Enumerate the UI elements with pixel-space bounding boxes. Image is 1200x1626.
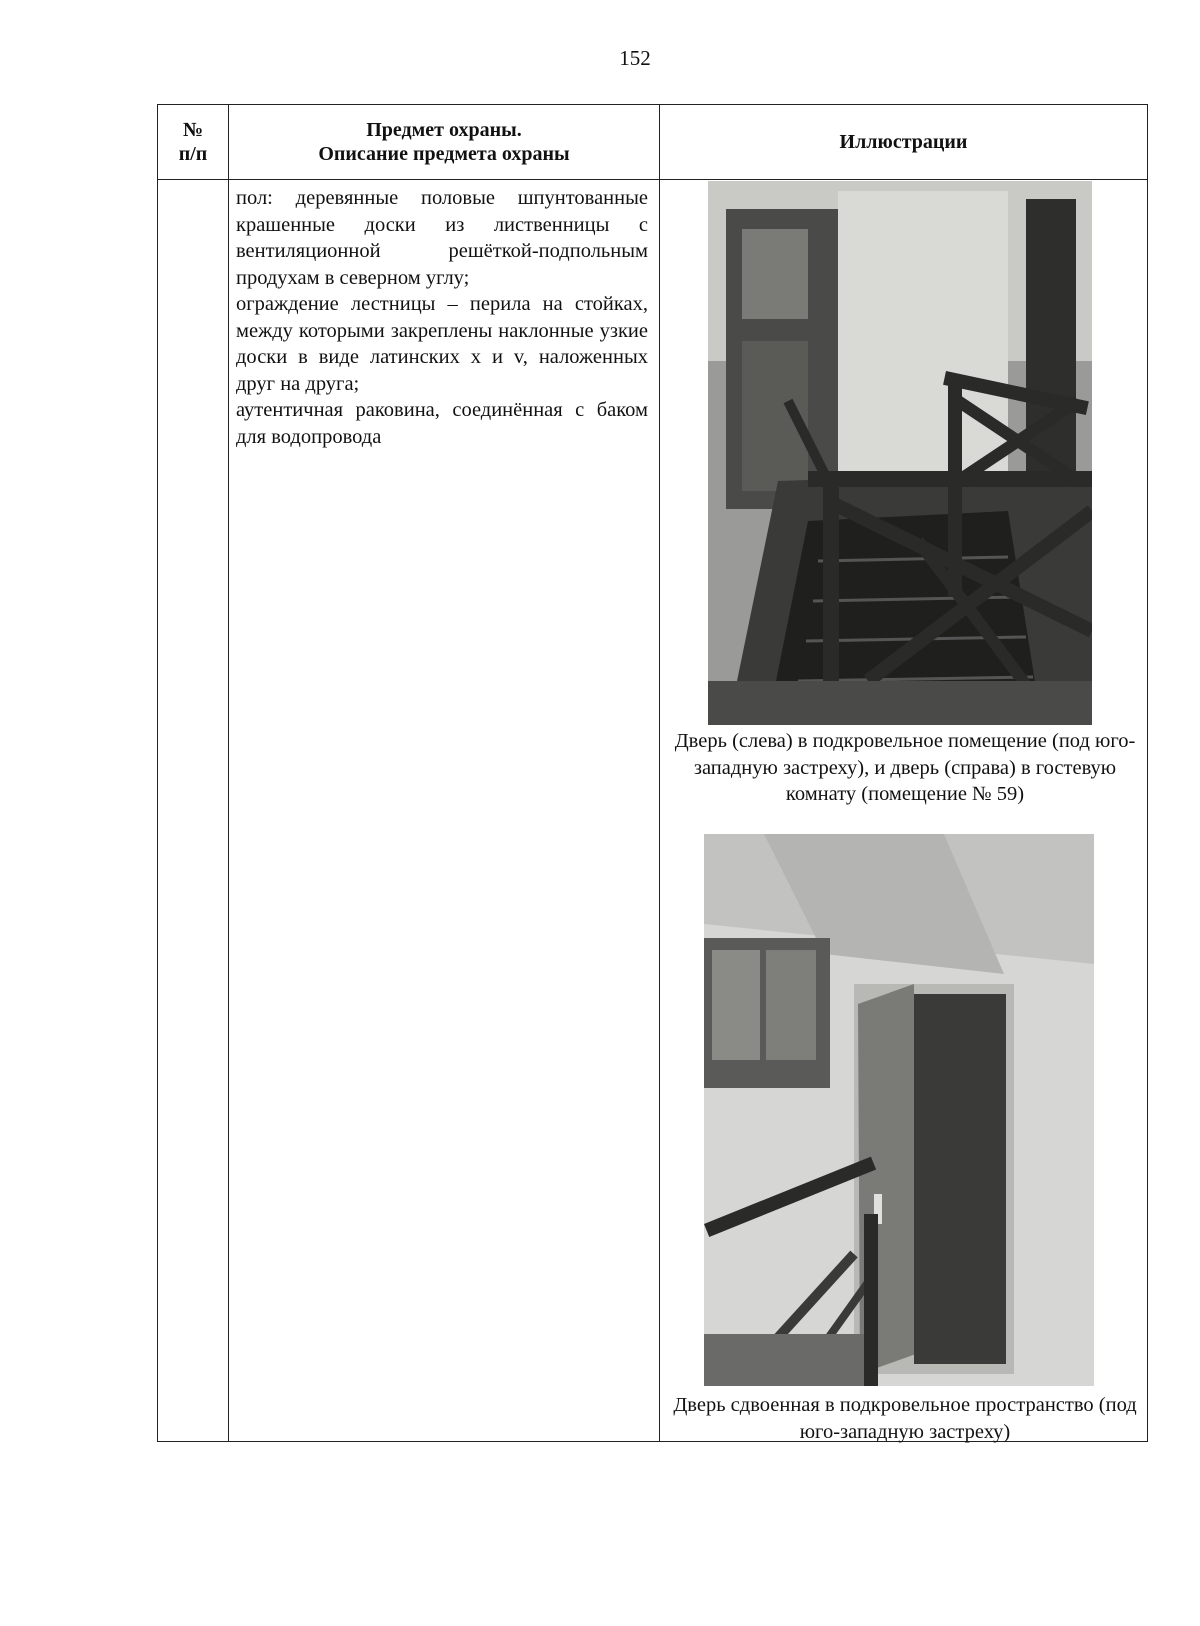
- description-sink: аутентичная раковина, соединённая с баком для водопровода: [236, 399, 648, 448]
- header-number: [158, 105, 228, 179]
- page-number: 152: [619, 46, 651, 70]
- double-door-photo-caption: Дверь сдвоенная в подкровельное пространство (под юго-западную застреху): [673, 1394, 1137, 1443]
- header-illustrations: [660, 105, 1147, 179]
- header-number-abbr: п/п: [178, 143, 208, 165]
- header-divider: [158, 179, 1147, 180]
- description-railing: ограждение лестницы – перила на стойках, между которыми закреплены наклонные узкие доски в виде латинских x и v, наложенных друг на друга;: [236, 293, 648, 395]
- double-door-photo: [704, 834, 1094, 1386]
- header-number-symbol: №: [182, 119, 204, 141]
- staircase-photo: [708, 181, 1092, 725]
- staircase-photo-caption: Дверь (слева) в подкровельное помещение (под юго-западную застреху), и дверь (справа) в гостевую комнату (помещение № 59): [674, 730, 1136, 805]
- header-description-subtitle: Описание предмета охраны: [318, 143, 570, 165]
- header-description-title: Предмет охраны.: [366, 119, 522, 141]
- column-divider: [659, 105, 660, 1441]
- header-description: [229, 105, 659, 179]
- protection-description: [236, 185, 648, 450]
- column-divider: [228, 105, 229, 1441]
- header-illustrations-label: Иллюстрации: [839, 131, 968, 153]
- description-floor: пол: деревянные половые шпунтованные крашенные доски из лиственницы с вентиляционной решёткой-подпольным продухам в северном углу;: [236, 187, 648, 289]
